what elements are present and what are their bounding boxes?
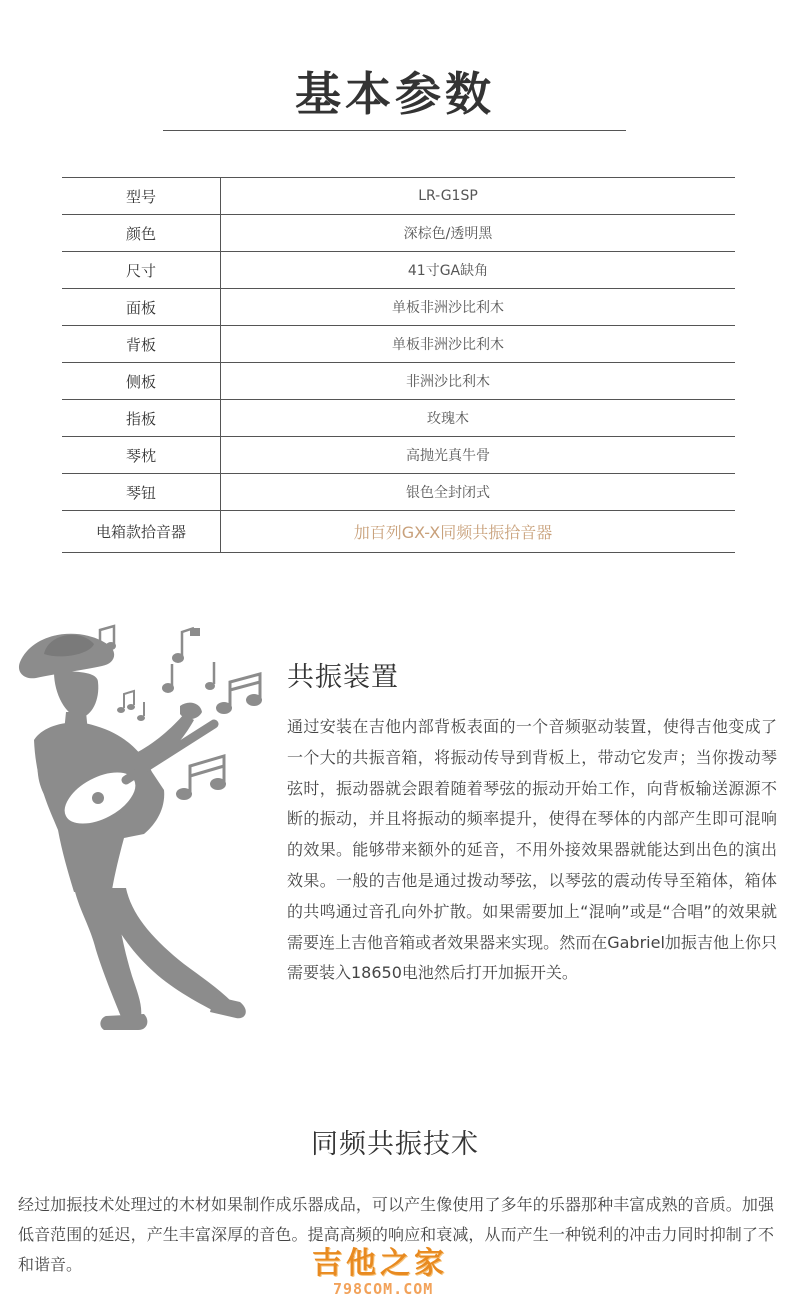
spec-table xyxy=(62,177,735,553)
spec-row xyxy=(62,363,735,400)
spec-row xyxy=(62,511,735,553)
spec-value: 深棕色/透明黑 xyxy=(403,226,493,242)
guitarist-with-music-notes-icon xyxy=(14,620,294,1040)
title-divider xyxy=(163,130,626,131)
spec-value: 非洲沙比利木 xyxy=(406,374,490,390)
spec-value: 单板非洲沙比利木 xyxy=(392,300,504,316)
spec-label: 背板 xyxy=(62,326,221,362)
spec-row xyxy=(62,437,735,474)
spec-row xyxy=(62,215,735,252)
spec-label: 型号 xyxy=(62,178,221,214)
section-heading-resonance: 共振装置 xyxy=(287,662,399,693)
section-body-resonance: 通过安装在吉他内部背板表面的一个音频驱动装置，使得吉他变成了一个大的共振音箱，将振动传导到背板上，带动它发声；当你拨动琴弦时，振动器就会跟着随着琴弦的振动开始工作，向背板输送源源不断的振动，并且将振动的频率提升，使得在琴体的内部产生即可混响的效果。能够带来额外的延音，不用外接效果器就能达到出色的演出效果。一般的吉他是通过拨动琴弦，以琴弦的震动传导至箱体，箱体的共鸣通过音孔向外扩散。如果需要加上“混响”或是“合唱”的效果就需要连上吉他音箱或者效果器来实现。然而在Gabriel加振吉他上你只需要装入18650电池然后打开加振开关。 xyxy=(287,717,777,983)
spec-value-pickup: 加百列GX-X同频共振拾音器 xyxy=(353,523,553,542)
section-heading-technology: 同频共振技术 xyxy=(311,1129,479,1160)
watermark-logo: 吉他之家 xyxy=(312,1246,448,1281)
spec-row xyxy=(62,252,735,289)
spec-value: 玫瑰木 xyxy=(427,411,469,427)
spec-row xyxy=(62,474,735,511)
spec-label: 面板 xyxy=(62,289,221,325)
spec-row xyxy=(62,289,735,326)
spec-value: 41寸GA缺角 xyxy=(407,263,489,279)
spec-label: 电箱款拾音器 xyxy=(62,511,221,552)
spec-label: 尺寸 xyxy=(62,252,221,288)
watermark-url: 798COM.COM xyxy=(333,1280,434,1298)
section-body-technology: 经过加振技术处理过的木材如果制作成乐器成品，可以产生像使用了多年的乐器那种丰富成熟的音质。加强低音范围的延迟，产生丰富深厚的音色。提高高频的响应和衰减，从而产生一种锐利的冲击力同时抑制了不和谐音。 xyxy=(18,1195,774,1274)
spec-label: 颜色 xyxy=(62,215,221,251)
page-title: 基本参数 xyxy=(295,67,495,121)
spec-value: 高抛光真牛骨 xyxy=(406,448,490,464)
spec-label: 侧板 xyxy=(62,363,221,399)
spec-value: LR-G1SP xyxy=(418,188,478,204)
spec-row xyxy=(62,400,735,437)
spec-row xyxy=(62,178,735,215)
spec-value: 银色全封闭式 xyxy=(406,485,490,501)
spec-label: 琴枕 xyxy=(62,437,221,473)
spec-value: 单板非洲沙比利木 xyxy=(392,337,504,353)
spec-row xyxy=(62,326,735,363)
spec-label: 指板 xyxy=(62,400,221,436)
spec-label: 琴钮 xyxy=(62,474,221,510)
